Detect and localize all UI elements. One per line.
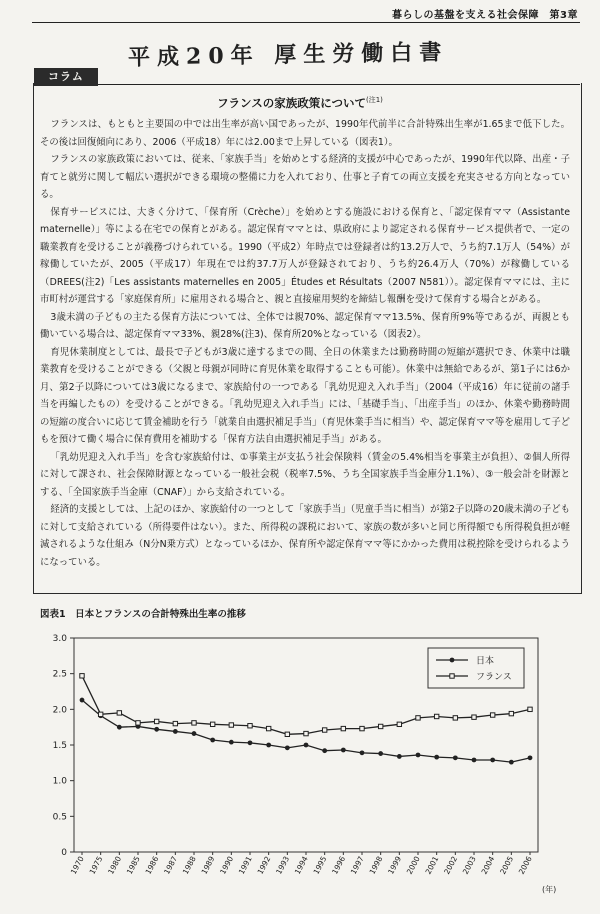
data-point bbox=[117, 711, 121, 715]
data-point bbox=[173, 721, 177, 725]
legend-label: 日本 bbox=[476, 656, 495, 667]
data-point bbox=[397, 722, 401, 726]
x-tick-label: 1997 bbox=[348, 854, 366, 876]
legend-marker bbox=[450, 674, 454, 678]
x-tick-label: 1995 bbox=[311, 854, 329, 876]
data-point bbox=[248, 740, 253, 745]
x-tick-label: 1987 bbox=[162, 854, 180, 876]
y-tick-label: 2.0 bbox=[52, 705, 67, 716]
column-tag: コラム bbox=[34, 68, 98, 86]
x-tick-label: 2000 bbox=[404, 854, 422, 876]
data-point bbox=[285, 745, 290, 750]
data-point bbox=[266, 743, 271, 748]
data-point bbox=[360, 726, 364, 730]
x-tick-label: 2002 bbox=[442, 854, 460, 876]
x-tick-label: 1998 bbox=[367, 854, 385, 876]
data-point bbox=[416, 716, 420, 720]
y-tick-label: 0 bbox=[61, 848, 67, 858]
data-point bbox=[210, 722, 214, 726]
data-point bbox=[192, 731, 197, 736]
paragraph: フランスは、もともと主要国の中では出生率が高い国であったが、1990年代前半に合計特殊出生率が1.65まで低下した。その後は回復傾向にあり、2006（平成18）年には2.00まで上昇している（図表1）。 bbox=[40, 119, 570, 148]
data-point bbox=[378, 724, 382, 728]
x-tick-label: 1970 bbox=[68, 854, 86, 876]
data-point bbox=[322, 728, 326, 732]
x-tick-label: 1992 bbox=[255, 854, 273, 876]
legend-label: フランス bbox=[476, 672, 512, 683]
y-tick-label: 0.5 bbox=[52, 812, 67, 823]
data-point bbox=[154, 719, 158, 723]
data-point bbox=[266, 726, 270, 730]
x-tick-label: 1990 bbox=[218, 854, 236, 876]
y-tick-label: 3.0 bbox=[52, 634, 67, 644]
x-tick-label: 1999 bbox=[386, 854, 404, 876]
x-tick-label: 1989 bbox=[199, 854, 217, 876]
x-tick-label: 1986 bbox=[143, 854, 161, 876]
data-point bbox=[173, 729, 178, 734]
x-tick-label: 2004 bbox=[479, 854, 497, 876]
data-point bbox=[341, 748, 346, 753]
x-tick-label: 1993 bbox=[274, 854, 292, 876]
data-point bbox=[229, 723, 233, 727]
x-tick-label: 2001 bbox=[423, 854, 441, 876]
data-point bbox=[304, 731, 308, 735]
x-tick-label: 2003 bbox=[460, 854, 478, 876]
data-point bbox=[472, 715, 476, 719]
data-point bbox=[453, 755, 458, 760]
figure-title: 図表1 日本とフランスの合計特殊出生率の推移 bbox=[40, 609, 246, 620]
x-tick-label: 1980 bbox=[106, 854, 124, 876]
paragraph: 育児休業制度としては、最長で子どもが3歳に達するまでの間、全日の休業または勤務時間の短縮が選択でき、休業中は職業教育を受けることができる（父親と母親が同時に育児休業を取得することも可能）。休業中は無給であるが、第1子には6か月、第2子以降については3歳になるまで、家族給付の一つである「乳幼児迎え入れ手当」（2004（平成16）年に従前の諸手当を再編したもの）を受けることができる。「乳幼児迎え入れ手当」には、「基礎手当」、「出産手当」のほか、休業や勤務時間の短縮の度合いに応じて賃金補助を行う「就業自由選択補足手当」（育児休業手当に相当）や、認定保育ママ等を雇用して子どもを預けて働く場合に保育費用を補助する「保育方法自由選択補足手当」がある。 bbox=[40, 346, 570, 445]
data-point bbox=[528, 707, 532, 711]
data-point bbox=[434, 714, 438, 718]
data-point bbox=[416, 753, 421, 758]
x-tick-label: 2005 bbox=[498, 854, 516, 876]
x-tick-label: 1991 bbox=[236, 854, 254, 876]
x-tick-label: 2006 bbox=[516, 854, 534, 876]
running-head: 暮らしの基盤を支える社会保障 第3章 bbox=[392, 10, 578, 21]
data-point bbox=[490, 758, 495, 763]
data-point bbox=[80, 698, 85, 703]
data-point bbox=[304, 743, 309, 748]
data-point bbox=[472, 758, 477, 763]
data-point bbox=[378, 751, 383, 756]
paragraph: 経済的支援としては、上記のほか、家族給付の一つとして「家族手当」（児童手当に相当）が第2子以降の20歳未満の子どもに対して支給されている（所得要件はない）。また、所得税の課税において、家族の数が多いと同じ所得額でも所得税負担が軽減されるような仕組み（N分N乗方式）となっているほか、保育所や認定保育ママ等にかかった費用は税控除を受けられるようになっている。 bbox=[40, 504, 570, 568]
fertility-rate-chart bbox=[40, 620, 568, 910]
data-point bbox=[434, 755, 439, 760]
data-point bbox=[210, 738, 215, 743]
data-point bbox=[154, 727, 159, 732]
column-title-note: (注1) bbox=[366, 96, 383, 105]
paragraph: 3歳未満の子どもの主たる保育方法については、全体では親70%、認定保育ママ13.5%、保育所9%等であるが、両親とも働いている場合は、認定保育ママ33%、親28%(注3)、保育所20%となっている（図表2）。 bbox=[40, 311, 570, 340]
data-point bbox=[360, 750, 365, 755]
data-point bbox=[229, 740, 234, 745]
data-point bbox=[80, 674, 84, 678]
header-rule bbox=[32, 22, 580, 23]
data-point bbox=[192, 721, 196, 725]
data-point bbox=[98, 712, 102, 716]
data-point bbox=[490, 713, 494, 717]
data-point bbox=[136, 721, 140, 725]
data-point bbox=[341, 726, 345, 730]
x-tick-label: 1975 bbox=[87, 854, 105, 876]
data-point bbox=[528, 755, 533, 760]
x-tick-label: 1994 bbox=[292, 854, 310, 876]
column-title-text: フランスの家族政策について bbox=[217, 96, 366, 110]
data-point bbox=[509, 760, 514, 765]
x-tick-label: 1985 bbox=[124, 854, 142, 876]
x-tick-label: 1996 bbox=[330, 854, 348, 876]
handwritten-title: 平成20年 厚生労働白書 bbox=[127, 39, 449, 71]
data-point bbox=[322, 748, 327, 753]
data-point bbox=[509, 711, 513, 715]
x-tick-label: 1988 bbox=[180, 854, 198, 876]
y-tick-label: 2.5 bbox=[52, 669, 67, 680]
paragraph: フランスの家族政策においては、従来、「家族手当」を始めとする経済的支援が中心であったが、1990年代以降、出産・子育てと就労に関して幅広い選択ができる環境の整備に力を入れており、仕事と子育ての両立支援を充実させる方向となっている。 bbox=[40, 154, 570, 200]
data-point bbox=[285, 732, 289, 736]
legend-marker bbox=[450, 658, 455, 663]
paragraph: 「乳幼児迎え入れ手当」を含む家族給付は、①事業主が支払う社会保険料（賃金の5.4%相当を事業主が負担）、②個人所得に対して課され、社会保障財源となっている一般社会税（税率7.5%、うち全国家族手当金庫分1.1%）、③一般会計を財源とする、「全国家族手当金庫（CNAF）」から支給されている。 bbox=[40, 451, 570, 498]
column-body bbox=[40, 116, 570, 571]
x-axis-label: (年) bbox=[542, 885, 557, 894]
paragraph: 保育サービスには、大きく分けて、「保育所（Crèche）」を始めとする施設における保育と、「認定保育ママ（Assistante maternelle）」等による在宅での保育とがある。認定保育ママとは、県政府により認定される保育サービス提供者で、一定の職業教育を受けることが義務づけられている。1990（平成2）年時点では登録者は約13.2万人で、うち約7.1万人（54%）が稼働していたが、2005（平成17）年現在では約37.7万人が登録されており、うち約26.4万人（70%）が稼働している（DREES(注2)「Les assistants maternelles en 2005」Études et Résultats（2007 N581））。認定保育ママには、主に市町村が運営する「家庭保育所」に雇用される場合と、親と直接雇用契約を締結し報酬を受けて保育する場合とがある。 bbox=[40, 206, 570, 305]
data-point bbox=[248, 724, 252, 728]
y-tick-label: 1.5 bbox=[52, 741, 67, 751]
data-point bbox=[453, 716, 457, 720]
data-point bbox=[397, 754, 402, 759]
y-tick-label: 1.0 bbox=[52, 776, 67, 787]
data-point bbox=[117, 725, 122, 730]
